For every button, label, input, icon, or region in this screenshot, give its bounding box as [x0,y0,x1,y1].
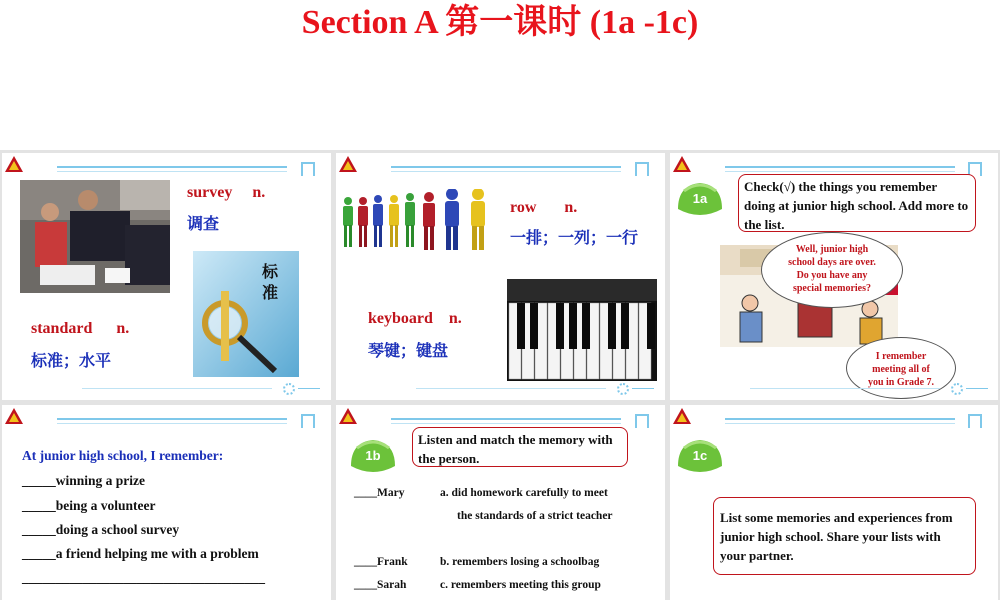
memory-list-item: _____a friend helping me with a problem [22,546,259,561]
header-rule-thin [725,423,955,424]
header-rule-thin [57,423,287,424]
word-keyboard-meaning: 琴键；键盘 [368,341,449,360]
speech-bubble-student [846,337,956,399]
person-sarah: ____Sarah [354,579,407,591]
footer-circle-icon [283,383,295,395]
footer-rule [416,388,606,389]
footer-rule-right [966,388,988,389]
activity-badge-label: 1a [692,191,708,206]
slide-1-thumbnail[interactable] [2,153,331,400]
speech-bubble-teacher [761,232,903,308]
speech-bubble-teacher-text: Well, junior high school days are over. Do you have any special memories? [788,244,876,294]
piano-keyboard-image [507,279,657,381]
header-rule [57,166,287,168]
word-row-meaning: 一排；一列；一行 [510,228,639,247]
header-rule [725,418,955,420]
footer-rule-right [298,388,320,389]
memory-c: c. remembers meeting this group [440,579,601,591]
activity-badge-label: 1c [692,448,708,463]
corner-deco-icon [968,414,982,428]
header-rule [391,418,621,420]
header-rule [57,418,287,420]
slide-2-thumbnail[interactable] [336,153,665,400]
slide-3-thumbnail[interactable] [670,153,998,400]
word-standard: standard n. [31,320,130,337]
memory-list-blank-line: ____________________________________ [22,570,265,585]
footer-rule [82,388,272,389]
word-standard-meaning: 标准；水平 [31,351,112,370]
footer-circle-icon [617,383,629,395]
activity-badge-1c [674,436,726,476]
header-rule-thin [57,171,287,172]
header-rule [391,166,621,168]
footer-rule-right [632,388,654,389]
logo-icon [4,407,24,425]
memory-list-item: _____being a volunteer [22,498,156,513]
corner-deco-icon [301,162,315,176]
logo-icon [338,155,358,173]
slide-4-thumbnail[interactable] [2,405,331,600]
row-of-figures-image [340,189,502,253]
corner-deco-icon [301,414,315,428]
word-survey: survey n. [187,184,266,201]
corner-deco-icon [635,162,649,176]
header-rule-thin [391,423,621,424]
memory-list-item: _____doing a school survey [22,522,180,537]
activity-badge-1b [347,436,399,476]
corner-deco-icon [635,414,649,428]
logo-icon [4,155,24,173]
memory-b: b. remembers losing a schoolbag [440,556,600,568]
word-survey-meaning: 调查 [187,214,220,233]
page-title: Section A 第一课时 (1a -1c) [301,4,699,41]
header-rule-thin [391,171,621,172]
survey-photo [20,180,170,293]
speech-bubble-student-text: I remember meeting all of you in Grade 7. [867,351,935,388]
logo-icon [338,407,358,425]
header-rule [725,166,955,168]
activity-badge-1a [674,179,726,219]
slide-5-thumbnail[interactable] [336,405,665,600]
person-frank: ____Frank [354,556,408,568]
activity-instruction-box: Listen and match the memory with the person. [412,427,628,467]
memory-a: a. did homework carefully to meet [440,487,608,499]
footer-circle-icon [951,383,963,395]
logo-icon [672,407,692,425]
activity-instruction-box: List some memories and experiences from junior high school. Share your lists with your partner. [713,497,976,575]
logo-icon [672,155,692,173]
person-mary: ____Mary [354,487,405,499]
footer-rule [750,388,940,389]
activity-instruction-box: Check(√) the things you remember doing at junior high school. Add more to the list. [738,174,976,232]
word-row: row n. [510,199,578,216]
book-cover-text: 标准 [262,262,279,302]
word-keyboard: keyboard n. [368,310,462,327]
header-rule-thin [725,171,955,172]
memory-list-heading: At junior high school, I remember: [22,448,224,463]
activity-badge-label: 1b [365,448,381,463]
slide-6-thumbnail[interactable] [670,405,998,600]
memory-a-continued: the standards of a strict teacher [457,510,613,522]
memory-list-item: _____winning a prize [22,473,146,488]
